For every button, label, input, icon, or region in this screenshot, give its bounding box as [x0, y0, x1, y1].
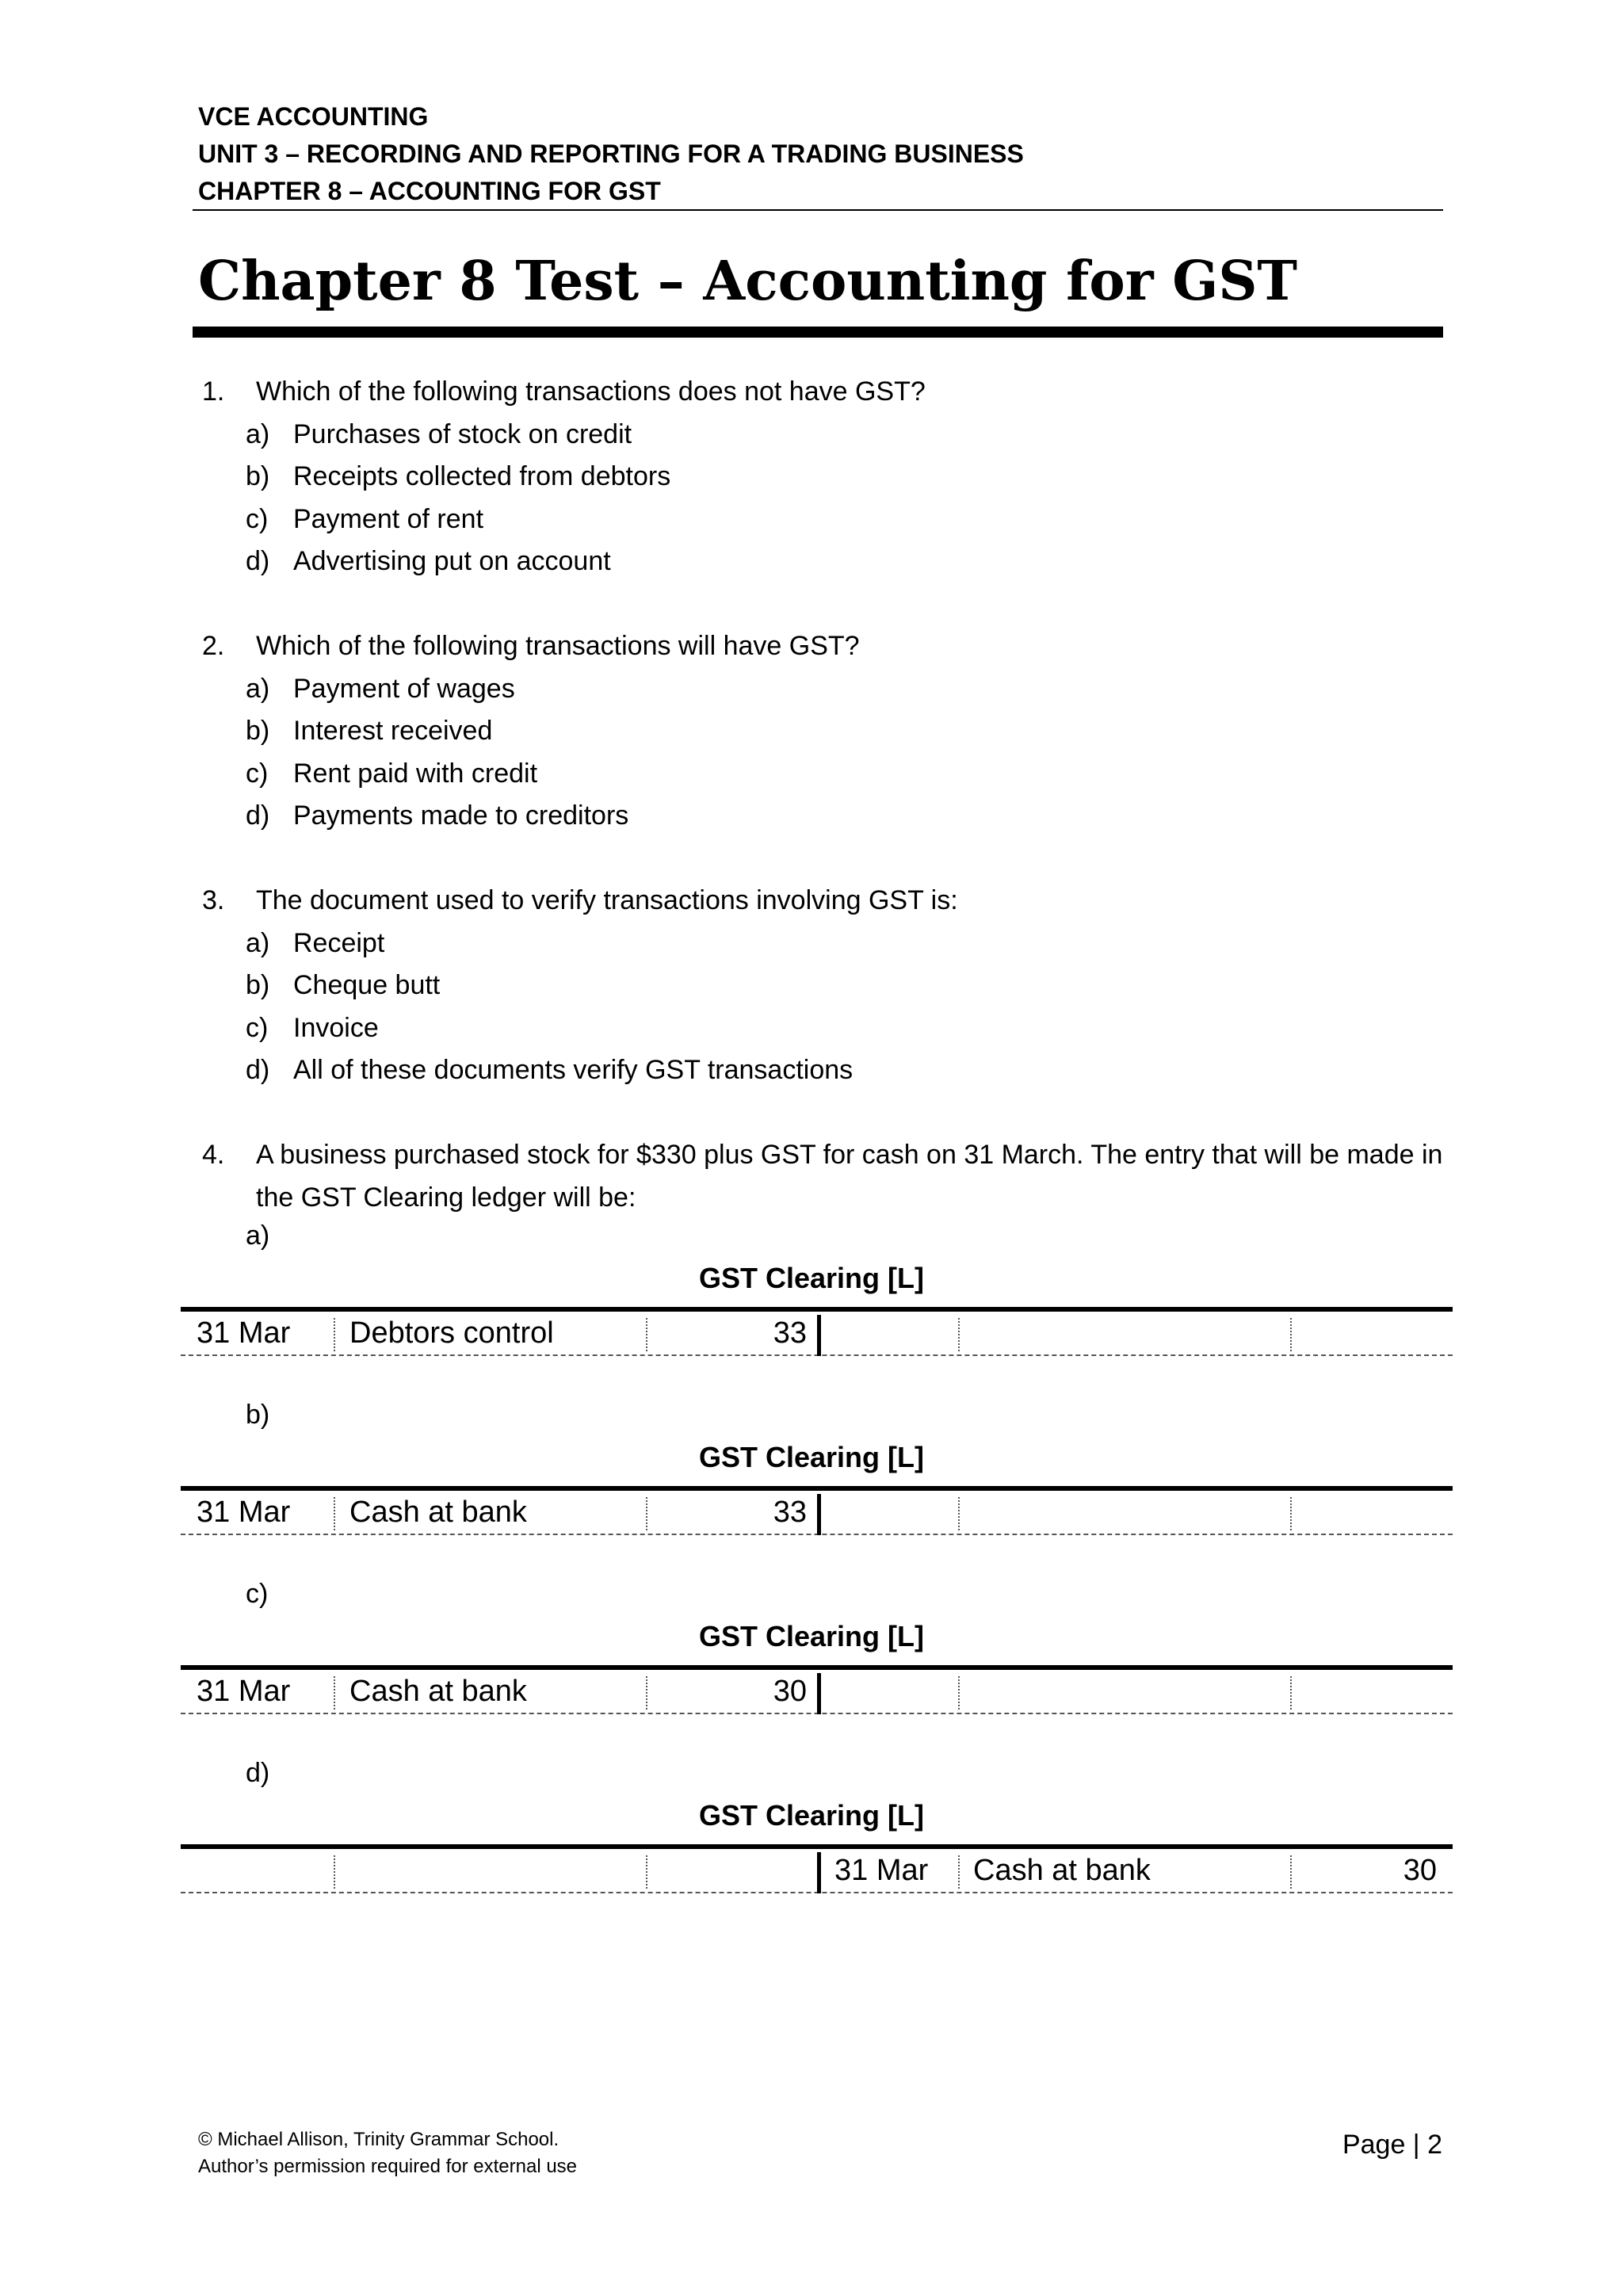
answer-option: [202, 753, 1470, 796]
ledger-option-label: b): [246, 1400, 270, 1430]
option-letter: a): [246, 927, 270, 958]
ledger-column-divider: [1290, 1497, 1292, 1530]
page-number: Page | 2: [1342, 2130, 1442, 2160]
ledger-column-divider: [334, 1318, 335, 1351]
ledger-center-rule: [817, 1673, 821, 1714]
footer-permission: Author’s permission required for external use: [198, 2156, 578, 2177]
option-text: Payment of rent: [293, 503, 484, 534]
ledger-center-rule: [817, 1315, 821, 1356]
ledger-column-divider: [334, 1676, 335, 1710]
answer-option: [202, 965, 1470, 1007]
footer-copyright: © Michael Allison, Trinity Grammar School.: [198, 2129, 559, 2150]
ledger-center-rule: [817, 1852, 821, 1893]
option-text: All of these documents verify GST transactions: [293, 1055, 854, 1085]
option-letter: b): [246, 970, 270, 1000]
option-text: Receipt: [293, 927, 385, 958]
title-divider: [193, 327, 1443, 338]
ledger-column-divider: [646, 1497, 647, 1530]
ledger-option-label: a): [246, 1221, 270, 1251]
option-text: Rent paid with credit: [293, 758, 538, 789]
question-4: [202, 1134, 1470, 1219]
credit-amount: 30: [1403, 1854, 1437, 1887]
answer-option: [202, 668, 1470, 711]
option-letter: c): [246, 758, 269, 789]
option-text: Cheque butt: [293, 970, 441, 1000]
debit-amount: 33: [773, 1316, 807, 1350]
question-text: The document used to verify transactions involving GST is:: [256, 885, 958, 915]
answer-option: [202, 795, 1470, 838]
header-chapter: CHAPTER 8 – ACCOUNTING FOR GST: [198, 177, 661, 205]
ledger-column-divider: [646, 1318, 647, 1351]
debit-date: 31 Mar: [197, 1316, 291, 1350]
page-title: Chapter 8 Test – Accounting for GST: [198, 250, 1298, 313]
debit-account: Cash at bank: [349, 1496, 527, 1529]
option-text: Receipts collected from debtors: [293, 461, 671, 491]
header-course: VCE ACCOUNTING: [198, 102, 429, 131]
ledger-title: GST Clearing [L]: [698, 1441, 924, 1473]
question-number: 4.: [202, 1140, 225, 1170]
credit-date: 31 Mar: [834, 1854, 929, 1887]
header-unit: UNIT 3 – RECORDING AND REPORTING FOR A TRADING BUSINESS: [198, 139, 1024, 168]
option-text: Payment of wages: [293, 673, 515, 704]
ledger-option-label: c): [246, 1579, 269, 1609]
credit-account: Cash at bank: [973, 1854, 1151, 1887]
t-account-ledger: [181, 1844, 1453, 1893]
t-account-ledger: [181, 1486, 1453, 1535]
ledger-column-divider: [334, 1497, 335, 1530]
ledger-column-divider: [334, 1855, 335, 1889]
t-account-ledger: [181, 1665, 1453, 1714]
answer-option: [202, 414, 1470, 457]
answer-option: [202, 1049, 1470, 1092]
option-letter: a): [246, 418, 270, 449]
debit-account: Cash at bank: [349, 1675, 527, 1708]
option-text: Interest received: [293, 716, 493, 746]
option-letter: d): [246, 546, 270, 576]
question-3: [202, 880, 1470, 1092]
debit-account: Debtors control: [349, 1316, 554, 1350]
ledger-title: GST Clearing [L]: [698, 1799, 924, 1832]
option-letter: d): [246, 800, 270, 831]
ledger-column-divider: [646, 1676, 647, 1710]
question-list: [202, 371, 1470, 1219]
option-letter: a): [246, 673, 270, 704]
question-number: 3.: [202, 885, 225, 915]
ledger-center-rule: [817, 1494, 821, 1535]
ledger-column-divider: [958, 1497, 960, 1530]
answer-option: [202, 499, 1470, 541]
ledger-column-divider: [958, 1318, 960, 1351]
option-letter: b): [246, 461, 270, 491]
question-number: 1.: [202, 376, 225, 407]
debit-date: 31 Mar: [197, 1496, 291, 1529]
ledger-column-divider: [646, 1855, 647, 1889]
answer-option: [202, 710, 1470, 753]
question-2: [202, 625, 1470, 838]
option-text: Invoice: [293, 1012, 379, 1043]
debit-date: 31 Mar: [197, 1675, 291, 1708]
answer-option: [202, 923, 1470, 965]
question-text: A business purchased stock for $330 plus GST for cash on 31 March. The entry that will be made in the GST Clearing ledger will be:: [256, 1140, 1443, 1213]
option-text: Payments made to creditors: [293, 800, 629, 831]
footer-copyright-block: [198, 2126, 577, 2180]
ledger-title: GST Clearing [L]: [698, 1620, 924, 1652]
option-text: Purchases of stock on credit: [293, 418, 632, 449]
option-letter: c): [246, 1012, 269, 1043]
header-divider: [193, 209, 1443, 211]
ledger-column-divider: [1290, 1318, 1292, 1351]
option-letter: c): [246, 503, 269, 534]
answer-option: [202, 456, 1470, 499]
ledger-column-divider: [1290, 1855, 1292, 1889]
answer-option: [202, 541, 1470, 583]
ledger-column-divider: [958, 1855, 960, 1889]
option-letter: b): [246, 716, 270, 746]
ledger-column-divider: [1290, 1676, 1292, 1710]
answer-option: [202, 1007, 1470, 1050]
ledger-title: GST Clearing [L]: [698, 1262, 924, 1294]
question-text: Which of the following transactions does not have GST?: [256, 376, 926, 407]
question-1: [202, 371, 1470, 583]
option-letter: d): [246, 1055, 270, 1085]
question-number: 2.: [202, 631, 225, 661]
question-text: Which of the following transactions will have GST?: [256, 631, 860, 661]
ledger-option-label: d): [246, 1758, 270, 1788]
option-text: Advertising put on account: [293, 546, 611, 576]
ledger-column-divider: [958, 1676, 960, 1710]
t-account-ledger: [181, 1307, 1453, 1356]
document-header: [198, 98, 1446, 210]
debit-amount: 33: [773, 1496, 807, 1529]
debit-amount: 30: [773, 1675, 807, 1708]
